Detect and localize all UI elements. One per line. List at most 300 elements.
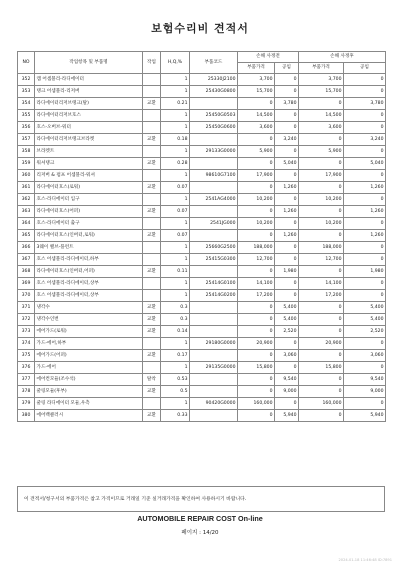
page-number: 페이지 : 14/20 — [181, 530, 219, 536]
cell-no: 358 — [18, 146, 35, 158]
cell-labor-before: 3,780 — [275, 98, 299, 110]
cell-work — [143, 194, 161, 206]
table-row — [18, 302, 386, 314]
header-code: 부품코드 — [190, 52, 238, 74]
header-labor-before: 공임 — [275, 63, 299, 74]
cell-item: 캡 어셈블리-라디에이터 — [35, 74, 143, 86]
cell-part-price-after: 3,600 — [299, 122, 344, 134]
cell-hq: 0.5 — [161, 386, 190, 398]
cell-part-price-after: 3,700 — [299, 74, 344, 86]
cell-part-price-after: 188,000 — [299, 242, 344, 254]
cell-item: 호스 어셈블리-라디에이터,하부 — [35, 254, 143, 266]
table-row — [18, 338, 386, 350]
cell-code: 25660G2500 — [190, 242, 238, 254]
cell-item: 브라켓트 — [35, 146, 143, 158]
cell-part-price-after: 0 — [299, 326, 344, 338]
cell-part-price-before: 0 — [238, 302, 275, 314]
cell-part-price-before: 20,900 — [238, 338, 275, 350]
cell-no: 369 — [18, 278, 35, 290]
cell-labor-after: 0 — [344, 254, 386, 266]
cell-part-price-before: 3,700 — [238, 74, 275, 86]
cell-labor-after: 0 — [344, 170, 386, 182]
cell-item: 쿨링 라디에이터 모듈,우측 — [35, 398, 143, 410]
cell-hq: 0.17 — [161, 350, 190, 362]
cell-no: 353 — [18, 86, 35, 98]
cell-part-price-after: 0 — [299, 350, 344, 362]
cell-code: 2541AG4000 — [190, 194, 238, 206]
header-part-price-after: 부품가격 — [299, 63, 344, 74]
cell-part-price-before: 3,600 — [238, 122, 275, 134]
cell-part-price-after: 5,900 — [299, 146, 344, 158]
cell-work: 교환 — [143, 314, 161, 326]
cell-labor-before: 0 — [275, 110, 299, 122]
table-row — [18, 242, 386, 254]
cell-labor-before: 0 — [275, 254, 299, 266]
cell-code: 25414G0100 — [190, 278, 238, 290]
header-labor-after: 공임 — [344, 63, 386, 74]
cell-part-price-before: 0 — [238, 98, 275, 110]
cell-part-price-before: 188,000 — [238, 242, 275, 254]
table-row — [18, 326, 386, 338]
header-group-after: 손해 사정후 — [299, 52, 386, 63]
cell-no: 362 — [18, 194, 35, 206]
cell-part-price-before: 0 — [238, 386, 275, 398]
cell-work: 교환 — [143, 134, 161, 146]
table-row — [18, 218, 386, 230]
cell-labor-after: 0 — [344, 74, 386, 86]
cell-code — [190, 134, 238, 146]
cell-labor-after: 1,980 — [344, 266, 386, 278]
cell-item: 냉각수인번 — [35, 314, 143, 326]
cell-labor-before: 5,400 — [275, 314, 299, 326]
cell-labor-before: 0 — [275, 194, 299, 206]
cell-labor-before: 9,000 — [275, 386, 299, 398]
table-row — [18, 182, 386, 194]
cell-labor-after: 3,060 — [344, 350, 386, 362]
header-part-price-before: 부품가격 — [238, 63, 275, 74]
cell-work: 교환 — [143, 266, 161, 278]
estimate-table — [17, 51, 386, 422]
cell-hq: 0.28 — [161, 158, 190, 170]
cell-part-price-before: 15,800 — [238, 362, 275, 374]
cell-part-price-after: 10,200 — [299, 194, 344, 206]
cell-no: 365 — [18, 230, 35, 242]
cell-item: 냉각수 — [35, 302, 143, 314]
cell-labor-before: 0 — [275, 218, 299, 230]
cell-hq: 0.53 — [161, 374, 190, 386]
cell-no: 356 — [18, 122, 35, 134]
cell-labor-after: 2,520 — [344, 326, 386, 338]
cell-work — [143, 110, 161, 122]
cell-part-price-after: 0 — [299, 386, 344, 398]
table-row — [18, 278, 386, 290]
cell-no: 368 — [18, 266, 35, 278]
cell-labor-before: 1,260 — [275, 206, 299, 218]
cell-hq: 0.3 — [161, 314, 190, 326]
cell-code — [190, 158, 238, 170]
cell-labor-after: 3,240 — [344, 134, 386, 146]
cell-hq: 0.07 — [161, 230, 190, 242]
cell-labor-before: 0 — [275, 74, 299, 86]
cell-work: 교환 — [143, 206, 161, 218]
cell-part-price-before: 0 — [238, 134, 275, 146]
cell-no: 366 — [18, 242, 35, 254]
cell-item: 호스 어셈블리-라디에이터,상부 — [35, 278, 143, 290]
cell-labor-before: 0 — [275, 338, 299, 350]
cell-labor-before: 1,980 — [275, 266, 299, 278]
cell-work: 교환 — [143, 326, 161, 338]
cell-labor-after: 9,540 — [344, 374, 386, 386]
cell-no: 360 — [18, 170, 35, 182]
table-row — [18, 98, 386, 110]
cell-code: 98610G7100 — [190, 170, 238, 182]
table-row — [18, 158, 386, 170]
cell-code: 25415G0300 — [190, 254, 238, 266]
cell-work: 교환 — [143, 182, 161, 194]
cell-code: 25414G0200 — [190, 290, 238, 302]
cell-item: 에어컨모듈(조수석) — [35, 374, 143, 386]
cell-hq: 0.33 — [161, 410, 190, 422]
cell-part-price-after: 20,900 — [299, 338, 344, 350]
cell-hq: 0.18 — [161, 134, 190, 146]
cell-item: 라디에이터호스(인버터,로워) — [35, 230, 143, 242]
cell-labor-before: 0 — [275, 290, 299, 302]
header-group-before: 손해 사정전 — [238, 52, 299, 63]
cell-no: 359 — [18, 158, 35, 170]
cell-code — [190, 410, 238, 422]
cell-work: 교환 — [143, 158, 161, 170]
table-row — [18, 314, 386, 326]
cell-labor-before: 1,260 — [275, 230, 299, 242]
cell-labor-after: 0 — [344, 362, 386, 374]
page-title: 보험수리비 견적서 — [151, 22, 249, 35]
cell-work — [143, 338, 161, 350]
cell-no: 371 — [18, 302, 35, 314]
cell-part-price-after: 12,700 — [299, 254, 344, 266]
cell-no: 364 — [18, 218, 35, 230]
cell-work — [143, 218, 161, 230]
cell-code: 2541JG000 — [190, 218, 238, 230]
cell-part-price-after: 0 — [299, 182, 344, 194]
cell-code — [190, 182, 238, 194]
cell-no: 357 — [18, 134, 35, 146]
cell-part-price-after: 0 — [299, 98, 344, 110]
cell-item: 탱크 어셈블리-리저버 — [35, 86, 143, 98]
cell-labor-after: 1,260 — [344, 182, 386, 194]
cell-item: 호스-오버브-워터 — [35, 122, 143, 134]
cell-labor-before: 0 — [275, 242, 299, 254]
cell-hq: 0.3 — [161, 302, 190, 314]
table-row — [18, 398, 386, 410]
table-row — [18, 362, 386, 374]
cell-no: 372 — [18, 314, 35, 326]
cell-work — [143, 170, 161, 182]
cell-hq: 1 — [161, 254, 190, 266]
cell-hq: 1 — [161, 194, 190, 206]
cell-hq: 1 — [161, 122, 190, 134]
cell-labor-after: 0 — [344, 86, 386, 98]
cell-part-price-before: 0 — [238, 158, 275, 170]
cell-part-price-before: 14,100 — [238, 278, 275, 290]
cell-item: 에어가드(로워) — [35, 326, 143, 338]
cell-code: 90420G0000 — [190, 398, 238, 410]
cell-part-price-before: 0 — [238, 326, 275, 338]
table-row — [18, 266, 386, 278]
cell-work: 교환 — [143, 410, 161, 422]
cell-labor-after: 1,260 — [344, 206, 386, 218]
cell-part-price-before: 0 — [238, 266, 275, 278]
cell-no: 377 — [18, 374, 35, 386]
table-row — [18, 86, 386, 98]
cell-labor-after: 0 — [344, 278, 386, 290]
cell-hq: 1 — [161, 398, 190, 410]
cell-labor-after: 9,000 — [344, 386, 386, 398]
cell-code — [190, 98, 238, 110]
cell-item: 쿨링모듈(후부) — [35, 386, 143, 398]
cell-hq: 1 — [161, 86, 190, 98]
cell-part-price-before: 10,200 — [238, 218, 275, 230]
cell-work — [143, 278, 161, 290]
table-row — [18, 146, 386, 158]
cell-hq: 0.21 — [161, 98, 190, 110]
cell-item: 라디에이터리저브탱크브라켓 — [35, 134, 143, 146]
cell-part-price-before: 12,700 — [238, 254, 275, 266]
cell-item: 라디에이터리저브호스 — [35, 110, 143, 122]
table-row — [18, 230, 386, 242]
cell-labor-before: 5,400 — [275, 302, 299, 314]
cell-labor-before: 3,240 — [275, 134, 299, 146]
cell-item: 라디에이터호스(인버터,어퍼) — [35, 266, 143, 278]
cell-part-price-before: 5,900 — [238, 146, 275, 158]
cell-work — [143, 146, 161, 158]
cell-hq: 1 — [161, 338, 190, 350]
cell-code: 25330J2100 — [190, 74, 238, 86]
cell-labor-before: 5,940 — [275, 410, 299, 422]
cell-item: 라디에이터호스(로워) — [35, 182, 143, 194]
cell-part-price-before: 0 — [238, 410, 275, 422]
table-row — [18, 110, 386, 122]
cell-item: 라디에이터호스(어퍼) — [35, 206, 143, 218]
cell-work: 교환 — [143, 350, 161, 362]
cell-no: 352 — [18, 74, 35, 86]
cell-part-price-after: 0 — [299, 302, 344, 314]
cell-labor-after: 1,260 — [344, 230, 386, 242]
cell-labor-after: 0 — [344, 146, 386, 158]
cell-part-price-after: 10,200 — [299, 218, 344, 230]
cell-work — [143, 74, 161, 86]
cell-labor-after: 5,940 — [344, 410, 386, 422]
cell-code — [190, 326, 238, 338]
cell-work — [143, 398, 161, 410]
cell-no: 376 — [18, 362, 35, 374]
cell-labor-after: 0 — [344, 194, 386, 206]
cell-item: 라디에이터리저브탱크(탈) — [35, 98, 143, 110]
cell-part-price-before: 0 — [238, 182, 275, 194]
cell-hq: 0.07 — [161, 206, 190, 218]
cell-hq: 1 — [161, 290, 190, 302]
cell-work — [143, 122, 161, 134]
cell-no: 378 — [18, 386, 35, 398]
cell-work — [143, 86, 161, 98]
cell-part-price-before: 17,900 — [238, 170, 275, 182]
cell-part-price-after: 0 — [299, 266, 344, 278]
cell-hq: 0.14 — [161, 326, 190, 338]
cell-code: 25450G0503 — [190, 110, 238, 122]
cell-part-price-before: 15,700 — [238, 86, 275, 98]
cell-part-price-after: 0 — [299, 410, 344, 422]
cell-work: 교환 — [143, 98, 161, 110]
cell-labor-before: 9,540 — [275, 374, 299, 386]
cell-labor-after: 0 — [344, 242, 386, 254]
cell-no: 374 — [18, 338, 35, 350]
cell-labor-after: 3,780 — [344, 98, 386, 110]
cell-part-price-before: 0 — [238, 206, 275, 218]
cell-item: 3웨이 밸브-플런트 — [35, 242, 143, 254]
cell-hq: 1 — [161, 278, 190, 290]
table-row — [18, 170, 386, 182]
header-hq: H,Q,% — [161, 52, 190, 74]
cell-no: 373 — [18, 326, 35, 338]
cell-code: 29135G0000 — [190, 362, 238, 374]
cell-hq: 1 — [161, 218, 190, 230]
cell-part-price-after: 17,200 — [299, 290, 344, 302]
cell-labor-after: 0 — [344, 290, 386, 302]
cell-code — [190, 302, 238, 314]
cell-work — [143, 242, 161, 254]
cell-part-price-after: 0 — [299, 374, 344, 386]
cell-code — [190, 386, 238, 398]
cell-labor-before: 3,060 — [275, 350, 299, 362]
cell-part-price-after: 15,700 — [299, 86, 344, 98]
cell-part-price-after: 0 — [299, 206, 344, 218]
cell-hq: 0.11 — [161, 266, 190, 278]
cell-part-price-before: 10,200 — [238, 194, 275, 206]
table-row — [18, 374, 386, 386]
table-row — [18, 194, 386, 206]
cell-no: 379 — [18, 398, 35, 410]
cell-no: 367 — [18, 254, 35, 266]
table-row — [18, 134, 386, 146]
cell-part-price-after: 0 — [299, 230, 344, 242]
cell-part-price-after: 0 — [299, 314, 344, 326]
table-row — [18, 350, 386, 362]
cell-work — [143, 290, 161, 302]
cell-labor-after: 0 — [344, 122, 386, 134]
cell-labor-before: 0 — [275, 86, 299, 98]
cell-item: 호스-라디에이터 출구 — [35, 218, 143, 230]
cell-part-price-before: 0 — [238, 374, 275, 386]
table-row — [18, 290, 386, 302]
cell-item: 가드-에어 — [35, 362, 143, 374]
table-row — [18, 254, 386, 266]
cell-code — [190, 266, 238, 278]
cell-labor-before: 0 — [275, 398, 299, 410]
cell-part-price-after: 15,800 — [299, 362, 344, 374]
cell-part-price-after: 14,500 — [299, 110, 344, 122]
cell-hq: 1 — [161, 362, 190, 374]
cell-labor-after: 0 — [344, 218, 386, 230]
cell-work: 교환 — [143, 386, 161, 398]
header-no: NO — [18, 52, 35, 74]
cell-hq: 1 — [161, 110, 190, 122]
cell-code — [190, 206, 238, 218]
cell-no: 363 — [18, 206, 35, 218]
cell-labor-before: 0 — [275, 170, 299, 182]
disclaimer-note: 이 견적서/청구서의 부품가격은 참고 가격이므로 거래일 기준 실거래가격을 확인하여 사용하시기 바랍니다. — [17, 486, 385, 512]
cell-work: 교환 — [143, 230, 161, 242]
cell-item: 에어백클러시 — [35, 410, 143, 422]
cell-part-price-before: 14,500 — [238, 110, 275, 122]
cell-part-price-before: 0 — [238, 314, 275, 326]
cell-item: 워셔탱크 — [35, 158, 143, 170]
table-row — [18, 410, 386, 422]
cell-hq: 1 — [161, 146, 190, 158]
cell-labor-after: 5,400 — [344, 302, 386, 314]
cell-labor-before: 0 — [275, 122, 299, 134]
cell-labor-before: 1,260 — [275, 182, 299, 194]
cell-work — [143, 362, 161, 374]
table-row — [18, 206, 386, 218]
cell-item: 호스-라디에이터 입구 — [35, 194, 143, 206]
cell-no: 375 — [18, 350, 35, 362]
header-row — [18, 52, 386, 63]
cell-item: 리저버 & 펌프 어셈블리-워셔 — [35, 170, 143, 182]
cell-labor-after: 0 — [344, 110, 386, 122]
cell-item: 에어가드(어퍼) — [35, 350, 143, 362]
cell-code — [190, 350, 238, 362]
header-item: 작업항목 및 부품명 — [35, 52, 143, 74]
table-row — [18, 74, 386, 86]
cell-labor-before: 0 — [275, 362, 299, 374]
cell-labor-before: 0 — [275, 278, 299, 290]
cell-work: 탈착 — [143, 374, 161, 386]
print-stamp: 2024-01-18 11:46:48 ID:7891 — [338, 558, 392, 562]
cell-hq: 0.07 — [161, 182, 190, 194]
cell-part-price-after: 17,900 — [299, 170, 344, 182]
cell-labor-before: 2,520 — [275, 326, 299, 338]
cell-part-price-before: 0 — [238, 350, 275, 362]
cell-no: 355 — [18, 110, 35, 122]
cell-part-price-before: 17,200 — [238, 290, 275, 302]
cell-labor-before: 0 — [275, 146, 299, 158]
cell-labor-after: 5,040 — [344, 158, 386, 170]
cell-code — [190, 230, 238, 242]
cell-work: 교환 — [143, 302, 161, 314]
cell-part-price-before: 0 — [238, 230, 275, 242]
cell-part-price-after: 160,000 — [299, 398, 344, 410]
cell-part-price-before: 160,000 — [238, 398, 275, 410]
cell-no: 354 — [18, 98, 35, 110]
cell-code: 25430G0800 — [190, 86, 238, 98]
cell-labor-before: 5,040 — [275, 158, 299, 170]
cell-code: 29180G0000 — [190, 338, 238, 350]
header-work: 작업 — [143, 52, 161, 74]
cell-hq: 1 — [161, 170, 190, 182]
cell-hq: 1 — [161, 74, 190, 86]
cell-labor-after: 5,400 — [344, 314, 386, 326]
cell-labor-after: 0 — [344, 338, 386, 350]
cell-labor-after: 0 — [344, 398, 386, 410]
cell-code: 25450G0600 — [190, 122, 238, 134]
cell-item: 가드-에어,하부 — [35, 338, 143, 350]
cell-no: 361 — [18, 182, 35, 194]
cell-code — [190, 374, 238, 386]
cell-no: 370 — [18, 290, 35, 302]
cell-part-price-after: 0 — [299, 134, 344, 146]
cell-work — [143, 254, 161, 266]
cell-part-price-after: 0 — [299, 158, 344, 170]
cell-code — [190, 314, 238, 326]
